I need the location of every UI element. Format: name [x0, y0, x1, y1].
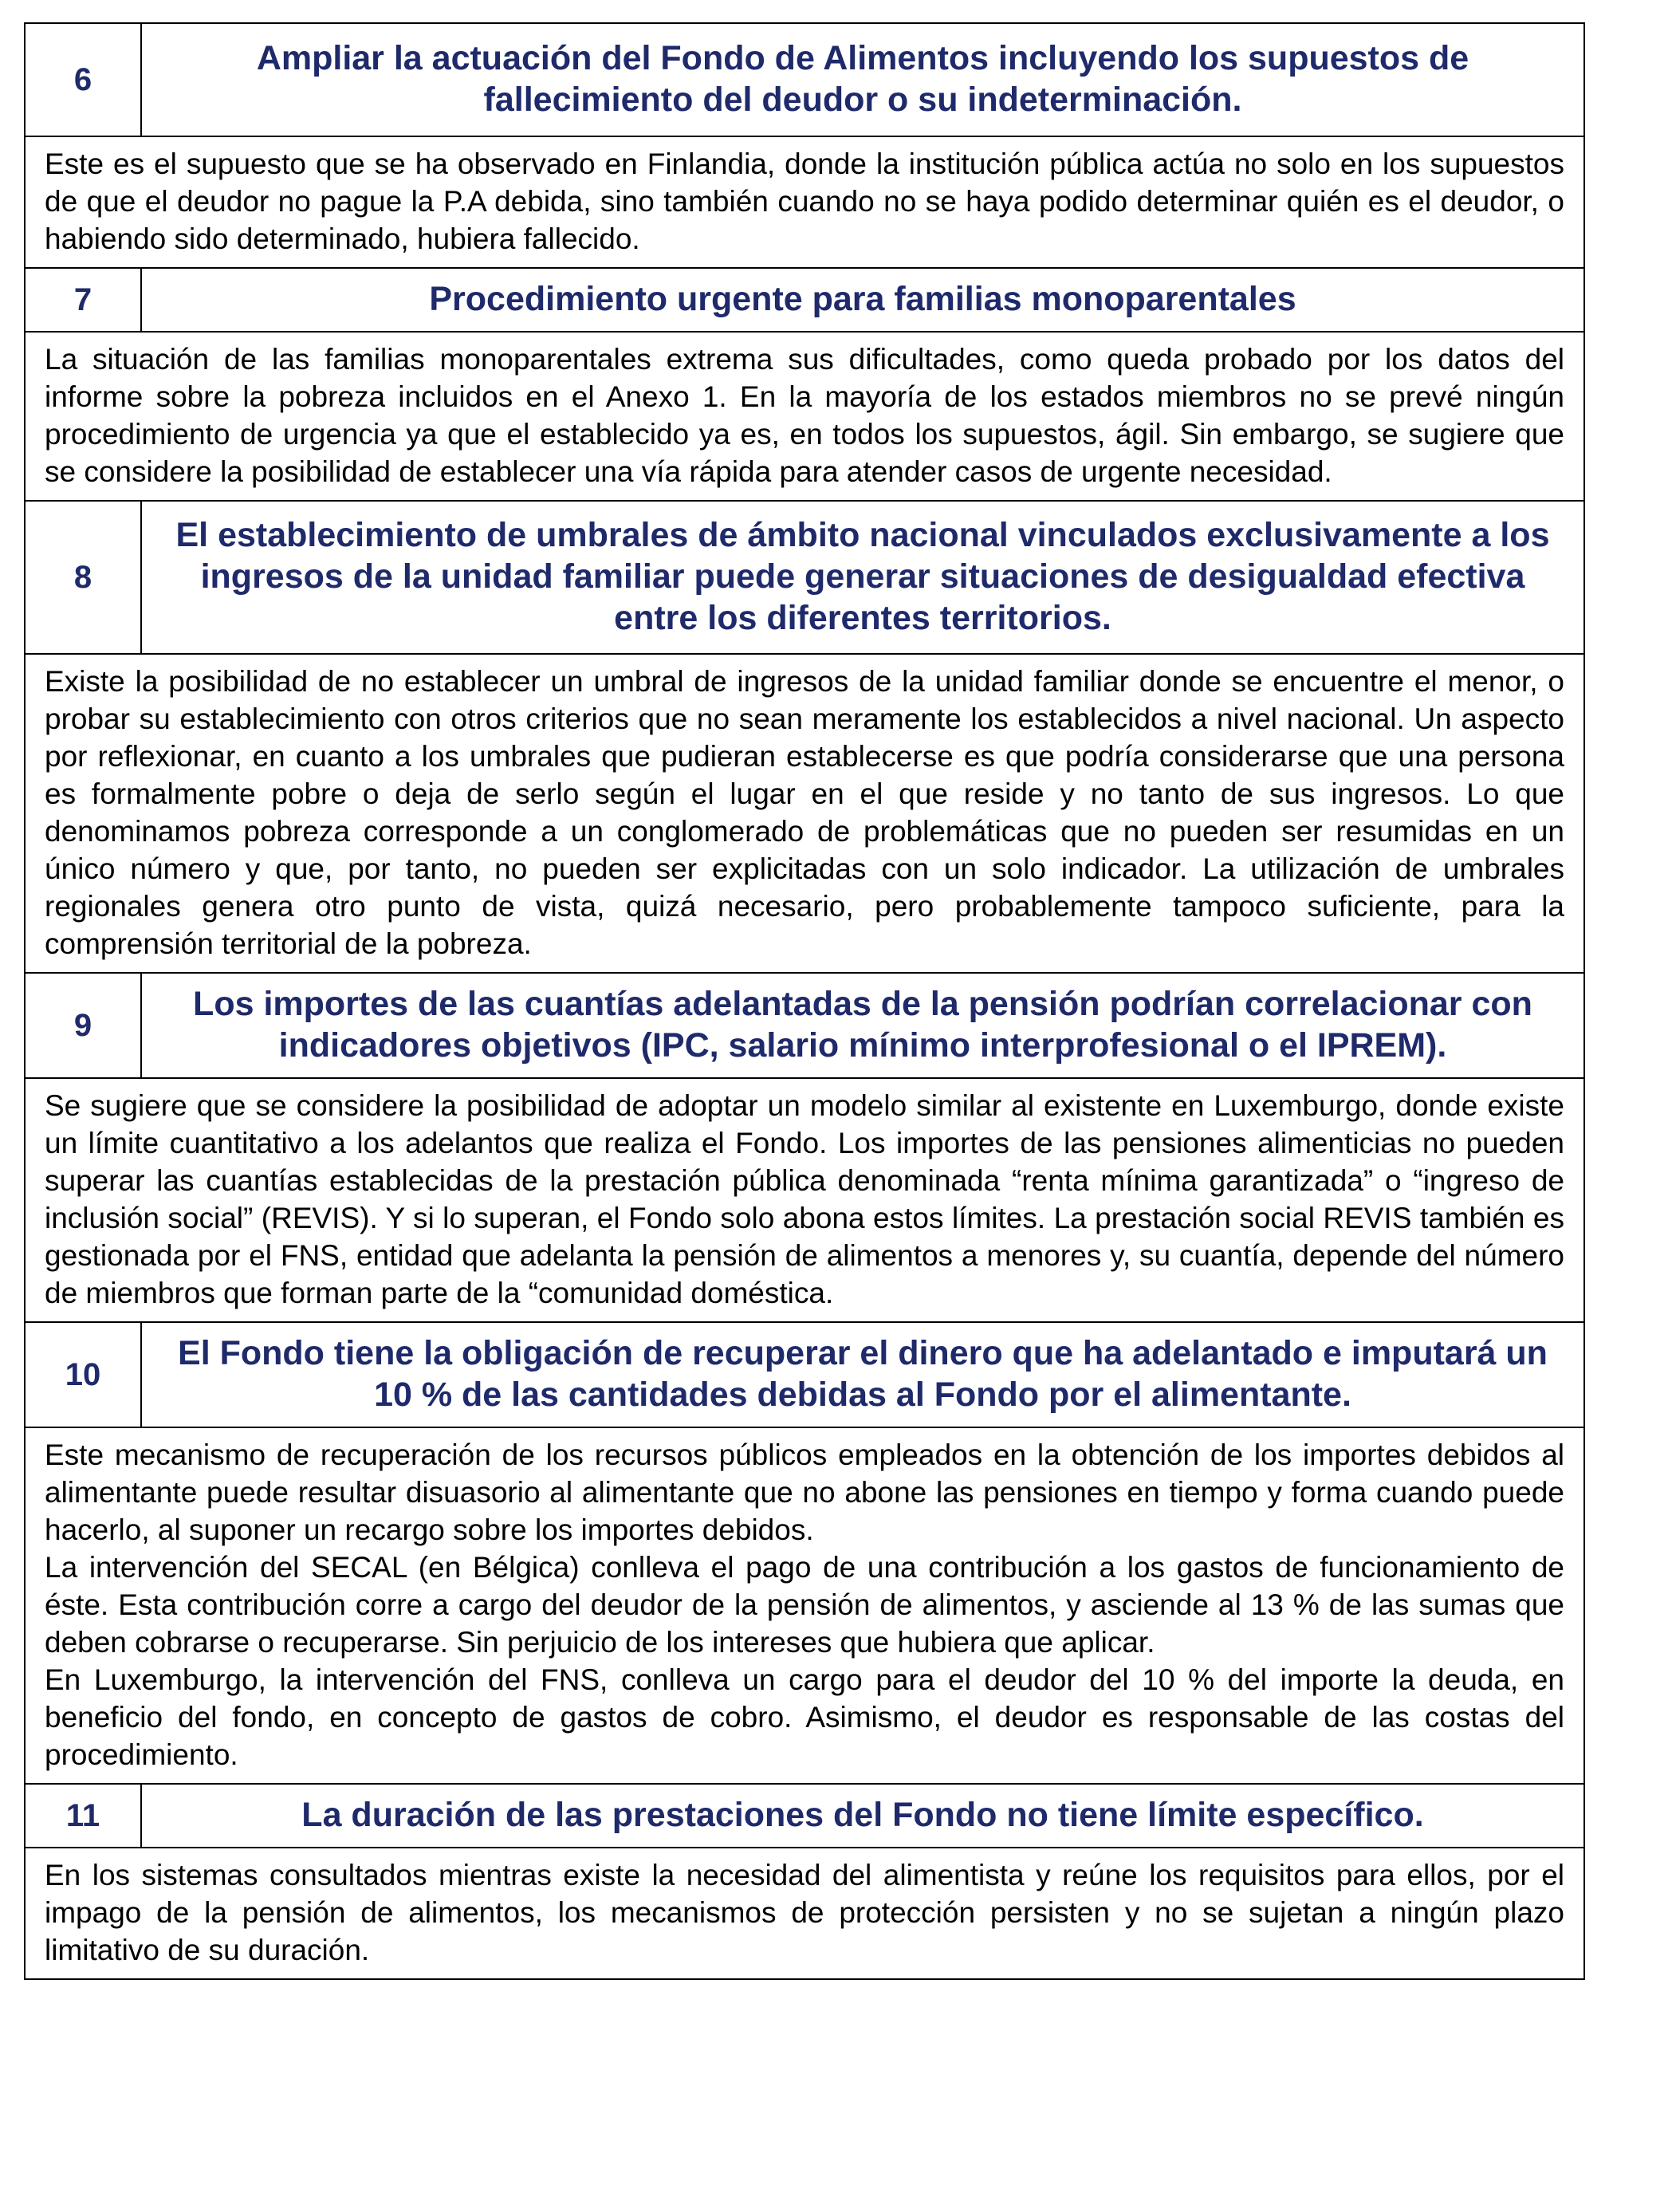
section-10-body-row — [25, 1427, 1584, 1784]
section-7-body-row — [25, 332, 1584, 501]
section-body — [25, 136, 1584, 268]
body-paragraph: Se sugiere que se considere la posibilidad de adoptar un modelo similar al existente en Luxemburgo, donde existe un límite cuantitativo a los adelantos que realiza el Fondo. Los importes de las pensiones alimenticias no pueden superar las cuantías establecidas de la prestación pública denominada “renta mínima garantizada” o “ingreso de inclusión social” (REVIS). Y si lo superan, el Fondo solo abona estos límites. La prestación social REVIS también es gestionada por el FNS, entidad que adelanta la pensión de alimentos a menores y, su cuantía, depende del número de miembros que forman parte de la “comunidad doméstica. — [45, 1089, 1564, 1309]
section-title: Los importes de las cuantías adelantadas de la pensión podrían correlacionar con indicadores objetivos (IPC, salario mínimo interprofesional o el IPREM). — [141, 973, 1584, 1078]
body-paragraph: Existe la posibilidad de no establecer un umbral de ingresos de la unidad familiar donde se encuentre el menor, o probar su establecimiento con otros criterios que no sean meramente los establecidos a nivel nacional. Un aspecto por reflexionar, en cuanto a los umbrales que pudieran establecerse es que podría considerarse que una persona es formalmente pobre o deja de serlo según el lugar en el que reside y no tanto de sus ingresos. Lo que denominamos pobreza corresponde a un conglomerado de problemáticas que no pueden ser resumidas en un único número y que, por tanto, no pueden ser explicitadas con un solo indicador. La utilización de umbrales regionales genera otro punto de vista, quizá necesario, pero probablemente tampoco suficiente, para la comprensión territorial de la pobreza. — [45, 665, 1564, 960]
section-9-body-row — [25, 1078, 1584, 1322]
section-8-header-row — [25, 501, 1584, 654]
section-body — [25, 1427, 1584, 1784]
section-title: El establecimiento de umbrales de ámbito nacional vinculados exclusivamente a los ingresos de la unidad familiar puede generar situaciones de desigualdad efectiva entre los diferentes territorios. — [141, 501, 1584, 654]
section-title: El Fondo tiene la obligación de recuperar el dinero que ha adelantado e imputará un 10 % de las cantidades debidas al Fondo por el alimentante. — [141, 1322, 1584, 1427]
section-title: Ampliar la actuación del Fondo de Alimentos incluyendo los supuestos de fallecimiento del deudor o su indeterminación. — [141, 23, 1584, 136]
section-9-header-row — [25, 973, 1584, 1078]
section-number: 9 — [25, 973, 141, 1078]
section-10-header-row — [25, 1322, 1584, 1427]
body-paragraph: La intervención del SECAL (en Bélgica) conlleva el pago de una contribución a los gastos de funcionamiento de éste. Esta contribución corre a cargo del deudor de la pensión de alimentos, y asciende al 13 % de las sumas que deben cobrarse o recuperarse. Sin perjuicio de los intereses que hubiera que aplicar. — [45, 1551, 1564, 1659]
section-6-header-row — [25, 23, 1584, 136]
document-page — [24, 22, 1585, 1980]
section-number: 11 — [25, 1784, 141, 1848]
section-body — [25, 1848, 1584, 1979]
section-number: 7 — [25, 268, 141, 332]
section-number: 8 — [25, 501, 141, 654]
section-11-header-row — [25, 1784, 1584, 1848]
body-paragraph: La situación de las familias monoparentales extrema sus dificultades, como queda probado por los datos del informe sobre la pobreza incluidos en el Anexo 1. En la mayoría de los estados miembros no se prevé ningún procedimiento de urgencia ya que el establecido ya es, en todos los supuestos, ágil. Sin embargo, se sugiere que se considere la posibilidad de establecer una vía rápida para atender casos de urgente necesidad. — [45, 343, 1564, 488]
body-paragraph: Este mecanismo de recuperación de los recursos públicos empleados en la obtención de los importes debidos al alimentante puede resultar disuasorio al alimentante que no abone las pensiones en tiempo y forma cuando puede hacerlo, al suponer un recargo sobre los importes debidos. — [45, 1439, 1564, 1546]
section-title: La duración de las prestaciones del Fondo no tiene límite específico. — [141, 1784, 1584, 1848]
section-body — [25, 332, 1584, 501]
section-7-header-row — [25, 268, 1584, 332]
body-paragraph: En Luxemburgo, la intervención del FNS, conlleva un cargo para el deudor del 10 % del importe la deuda, en beneficio del fondo, en concepto de gastos de cobro. Asimismo, el deudor es responsable de las costas del procedimiento. — [45, 1663, 1564, 1771]
section-8-body-row — [25, 654, 1584, 973]
section-11-body-row — [25, 1848, 1584, 1979]
body-paragraph: En los sistemas consultados mientras existe la necesidad del alimentista y reúne los requisitos para ellos, por el impago de la pensión de alimentos, los mecanismos de protección persisten y no se sujetan a ningún plazo limitativo de su duración. — [45, 1859, 1564, 1966]
section-number: 6 — [25, 23, 141, 136]
section-title: Procedimiento urgente para familias monoparentales — [141, 268, 1584, 332]
section-body — [25, 654, 1584, 973]
body-paragraph: Este es el supuesto que se ha observado en Finlandia, donde la institución pública actúa no solo en los supuestos de que el deudor no pague la P.A debida, sino también cuando no se haya podido determinar quién es el deudor, o habiendo sido determinado, hubiera fallecido. — [45, 148, 1564, 255]
section-number: 10 — [25, 1322, 141, 1427]
recommendations-table — [24, 22, 1585, 1980]
section-body — [25, 1078, 1584, 1322]
section-6-body-row — [25, 136, 1584, 268]
